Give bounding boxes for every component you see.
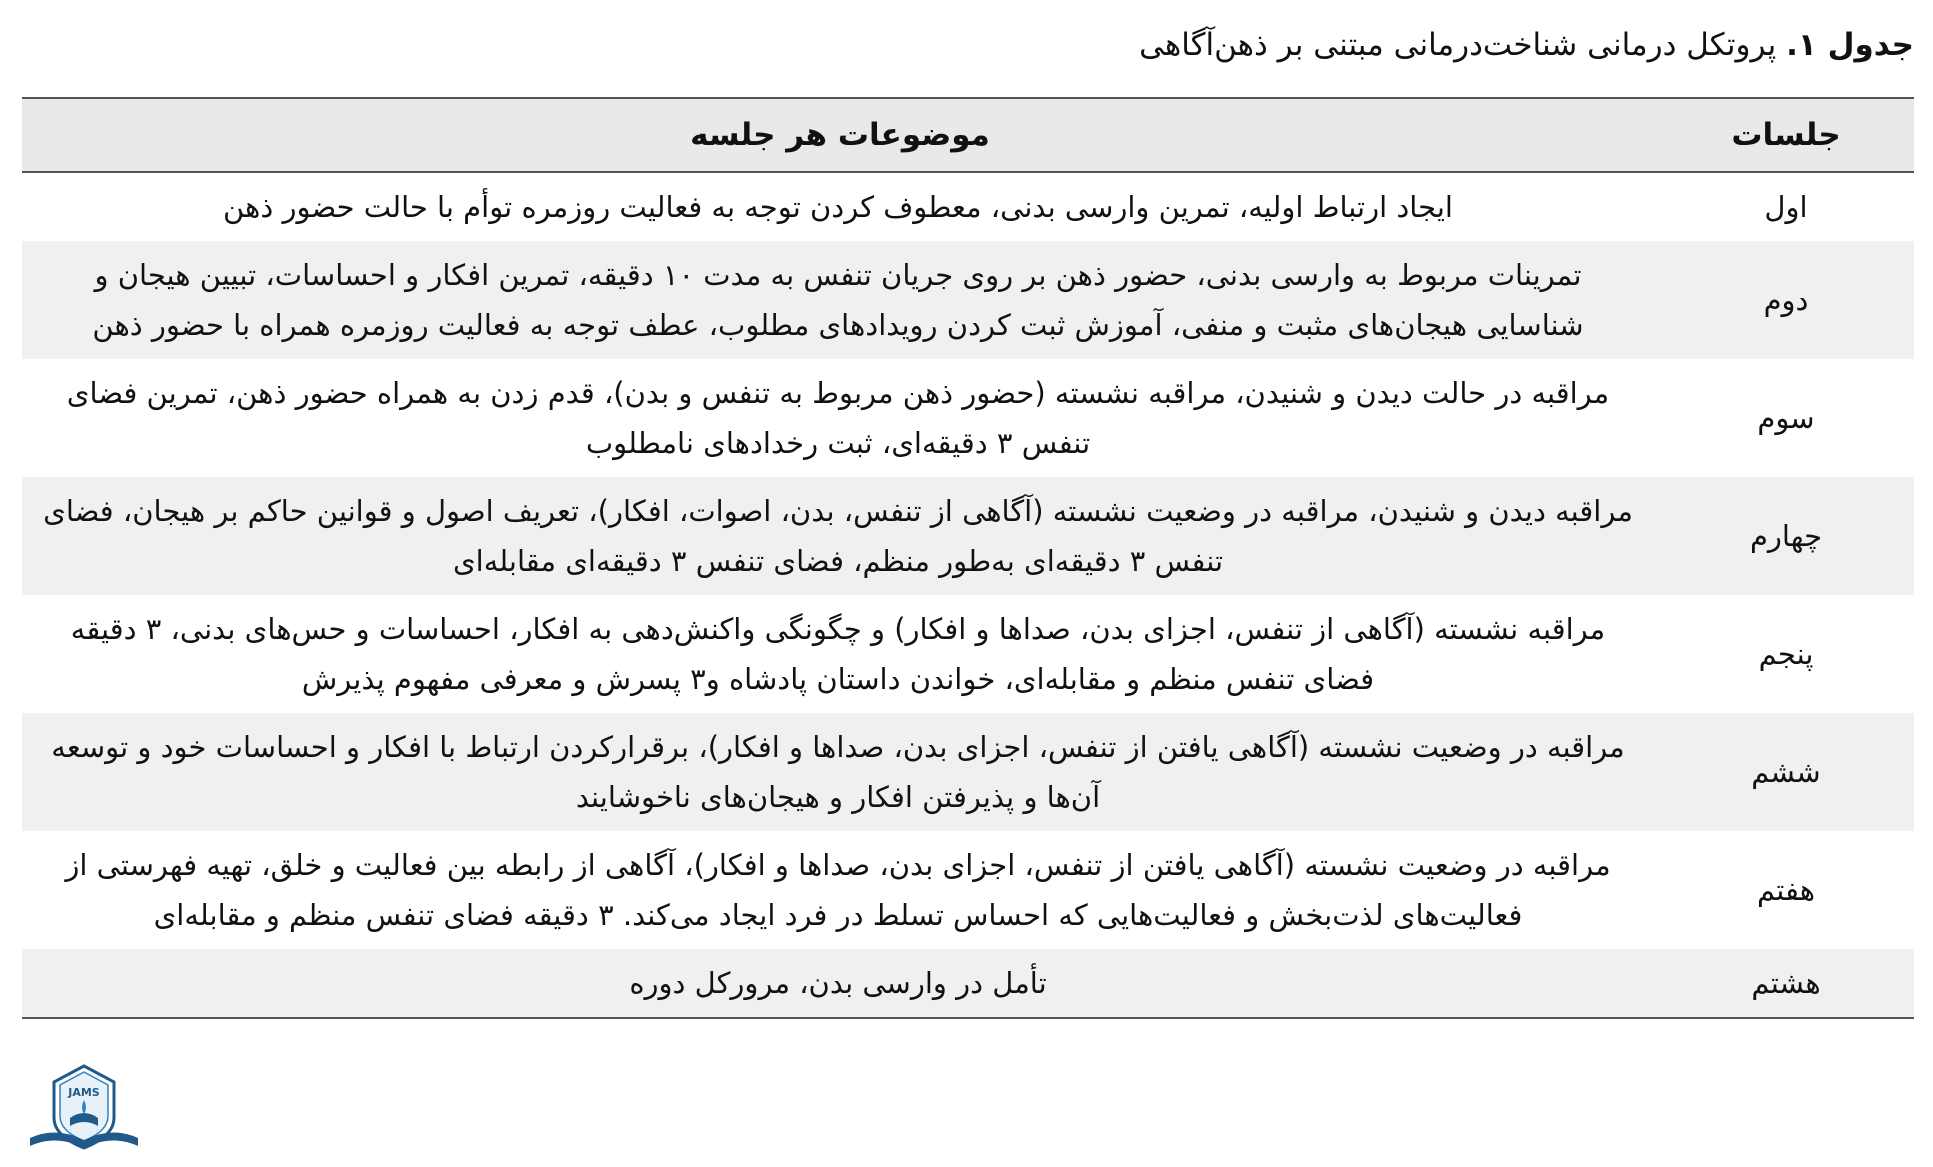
- table-row: [22, 713, 1914, 831]
- logo-text: JAMS: [68, 1086, 100, 1099]
- session-cell: هفتم: [1756, 873, 1815, 907]
- topic-cell: تمرینات مربوط به وارسی بدنی، حضور ذهن بر روی جریان تنفس به مدت ۱۰ دقیقه، تمرین افکار و احساسات، تبیین هیجان و شناسایی هیجان‌های مثبت و منفی، آموزش ثبت کردن رویدادهای مطلوب، عطف توجه به فعالیت روزمره همراه با حضور ذهن: [22, 241, 1658, 359]
- protocol-table: [22, 97, 1914, 1019]
- session-cell: ششم: [1658, 713, 1914, 831]
- session-cell: دوم: [1658, 241, 1914, 359]
- topic-cell: مراقبه در وضعیت نشسته (آگاهی یافتن از تنفس، اجزای بدن، صداها و افکار)، برقرارکردن ارتباط با افکار و احساسات خود و توسعه آن‌ها و پذیرفتن افکار و هیجان‌های ناخوشایند: [22, 713, 1658, 831]
- table-header-row: [22, 98, 1914, 172]
- topic-cell: مراقبه نشسته (آگاهی از تنفس، اجزای بدن، صداها و افکار) و چگونگی واکنش‌دهی به افکار، احساسات و حس‌های بدنی، ۳ دقیقه فضای تنفس منظم و مقابله‌ای، خواندن داستان پادشاه و۳ پسرش و معرفی مفهوم پذیرش: [70, 612, 1606, 696]
- session-cell: پنجم: [1758, 637, 1814, 671]
- header-topics: موضوعات هر جلسه: [22, 98, 1658, 172]
- jams-logo-icon: [22, 1060, 146, 1156]
- table-row: [22, 172, 1914, 241]
- topic-cell: مراقبه در وضعیت نشسته (آگاهی یافتن از تنفس، اجزای بدن، صداها و افکار)، آگاهی از رابطه بین فعالیت و خلق، تهیه فهرستی از فعالیت‌های لذت‌بخش و فعالیت‌هایی که احساس تسلط در فرد ایجاد می‌کند. ۳ دقیقه فضای تنفس منظم و مقابله‌ای: [65, 848, 1611, 932]
- journal-logo-icon: [22, 1060, 146, 1156]
- session-cell: اول: [1764, 190, 1808, 224]
- session-cell: چهارم: [1658, 477, 1914, 595]
- table-row: [22, 949, 1914, 1018]
- table-caption: [1139, 22, 1914, 68]
- table-row: [22, 359, 1914, 477]
- caption-label: جدول ۱.: [1786, 27, 1914, 63]
- table-row: [22, 477, 1914, 595]
- table-row: [22, 241, 1914, 359]
- header-session: جلسات: [1658, 98, 1914, 172]
- topic-cell: ایجاد ارتباط اولیه، تمرین وارسی بدنی، معطوف کردن توجه به فعالیت روزمره توأم با حالت حضور ذهن: [222, 190, 1453, 224]
- session-cell: هشتم: [1658, 949, 1914, 1018]
- session-cell: سوم: [1757, 401, 1815, 435]
- table-row: [22, 595, 1914, 713]
- caption-title: پروتکل درمانی شناخت‌درمانی مبتنی بر ذهن‌آگاهی: [1139, 27, 1777, 63]
- table-row: [22, 831, 1914, 949]
- topic-cell: تأمل در وارسی بدن، مرورکل دوره: [22, 949, 1658, 1018]
- topic-cell: مراقبه در حالت دیدن و شنیدن، مراقبه نشسته (حضور ذهن مربوط به تنفس و بدن)، قدم زدن به همراه حضور ذهن، تمرین فضای تنفس ۳ دقیقه‌ای، ثبت رخدادهای نامطلوب: [66, 376, 1610, 460]
- topic-cell: مراقبه دیدن و شنیدن، مراقبه در وضعیت نشسته (آگاهی از تنفس، بدن، اصوات، افکار)، تعریف اصول و قوانین حاکم بر هیجان، فضای تنفس ۳ دقیقه‌ای به‌طور منظم، فضای تنفس ۳ دقیقه‌ای مقابله‌ای: [22, 477, 1658, 595]
